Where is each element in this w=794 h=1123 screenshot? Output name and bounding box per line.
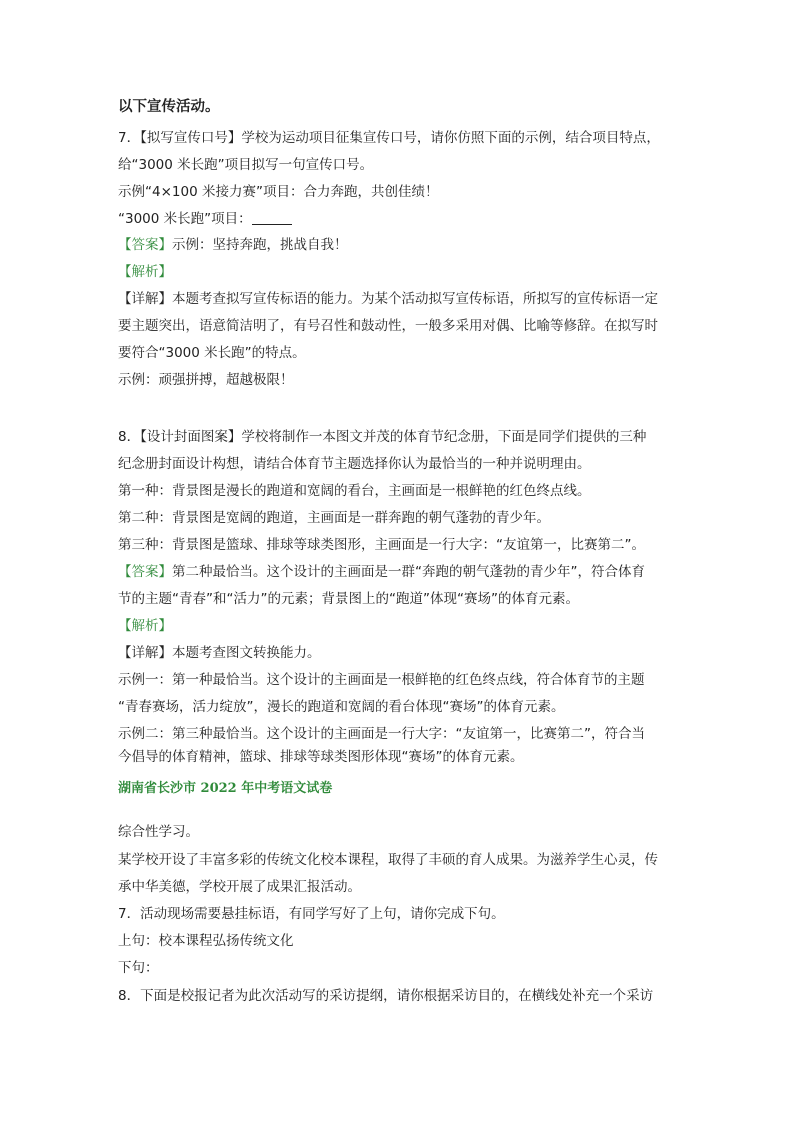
q7-detail2: 要主题突出，语意简洁明了，有号召性和鼓动性，一般多采用对偶、比喻等修辞。在拟写时	[118, 318, 658, 334]
q8-detail	[118, 643, 678, 663]
detail-text: 本题考查拟写宣传标语的能力。为某个活动拟写宣传标语，所拟写的宣传标语一定	[172, 291, 658, 307]
q7-detail1	[118, 289, 678, 309]
q7-answer	[118, 235, 678, 255]
q7-example: 示例“4×100 米接力赛”项目：合力奔跑，共创佳绩！	[118, 184, 439, 200]
q8-example2a: 示例二：第三种最恰当。这个设计的主画面是一行大字：“友谊第一，比赛第二”，符合当	[118, 726, 645, 742]
detail-text: 本题考查图文转换能力。	[172, 645, 321, 661]
s2-lower-line: 下句：	[118, 960, 159, 976]
q8-option2: 第二种：背景图是宽阔的跑道，主画面是一群奔跑的朝气蓬勃的青少年。	[118, 510, 550, 526]
detail-tag: 【详解】	[118, 291, 172, 307]
q8-example2b: 今倡导的体育精神，篮球、排球等球类图形体现“赛场”的体育元素。	[118, 749, 524, 765]
answer-text: 第二种最恰当。这个设计的主画面是一群“奔跑的朝气蓬勃的青少年”，符合体育	[172, 564, 645, 580]
q8-example1b: “青春赛场，活力绽放”，漫长的跑道和宽阔的看台体现“赛场”的体育元素。	[118, 699, 565, 715]
q8-answer2: 节的主题“青春”和“活力”的元素；背景图上的“跑道”体现“赛场”的体育元素。	[118, 591, 579, 607]
q7-analysis-tag: 【解析】	[118, 264, 172, 280]
s2-q7: 7．活动现场需要悬挂标语，有同学写好了上句，请你完成下句。	[118, 906, 505, 922]
q8-line1: 8．【设计封面图案】学校将制作一本图文并茂的体育节纪念册，下面是同学们提供的三种	[118, 429, 647, 445]
q7-line2: 给“3000 米长跑”项目拟写一句宣传口号。	[118, 157, 374, 173]
q7-example2: 示例：顽强拼搏，超越极限！	[118, 372, 294, 388]
s2-intro2: 某学校开设了丰富多彩的传统文化校本课程，取得了丰硕的育人成果。为滋养学生心灵，传	[118, 852, 658, 868]
detail-tag: 【详解】	[118, 645, 172, 661]
q8-example1a: 示例一：第一种最恰当。这个设计的主画面是一根鲜艳的红色终点线，符合体育节的主题	[118, 672, 645, 688]
q8-analysis-tag: 【解析】	[118, 618, 172, 634]
q7-prompt-text: “3000 米长跑”项目：	[118, 211, 252, 227]
answer-text: 示例：坚持奔跑，挑战自我！	[172, 237, 348, 253]
s2-upper-line: 上句：校本课程弘扬传统文化	[118, 933, 294, 949]
intro-text: 以下宣传活动。	[118, 99, 220, 115]
q8-option1: 第一种：背景图是漫长的跑道和宽阔的看台，主画面是一根鲜艳的红色终点线。	[118, 483, 591, 499]
q8-answer1	[118, 562, 678, 582]
s2-intro3: 承中华美德，学校开展了成果汇报活动。	[118, 879, 361, 895]
section-heading: 湖南省长沙市 2022 年中考语文试卷	[118, 781, 333, 796]
answer-blank	[252, 210, 292, 225]
q7-detail3: 要符合“3000 米长跑”的特点。	[118, 345, 306, 361]
q7-line1: 7．【拟写宣传口号】学校为运动项目征集宣传口号，请你仿照下面的示例，结合项目特点，	[118, 130, 660, 146]
s2-intro1: 综合性学习。	[118, 824, 199, 840]
q8-line2: 纪念册封面设计构想，请结合体育节主题选择你认为最恰当的一种并说明理由。	[118, 456, 591, 472]
answer-tag: 【答案】	[118, 564, 172, 580]
s2-q8: 8．下面是校报记者为此次活动写的采访提纲，请你根据采访目的，在横线处补充一个采访	[118, 988, 654, 1004]
answer-tag: 【答案】	[118, 237, 172, 253]
q8-option3: 第三种：背景图是篮球、排球等球类图形，主画面是一行大字：“友谊第一，比赛第二”。	[118, 537, 645, 553]
q7-prompt	[118, 209, 678, 229]
